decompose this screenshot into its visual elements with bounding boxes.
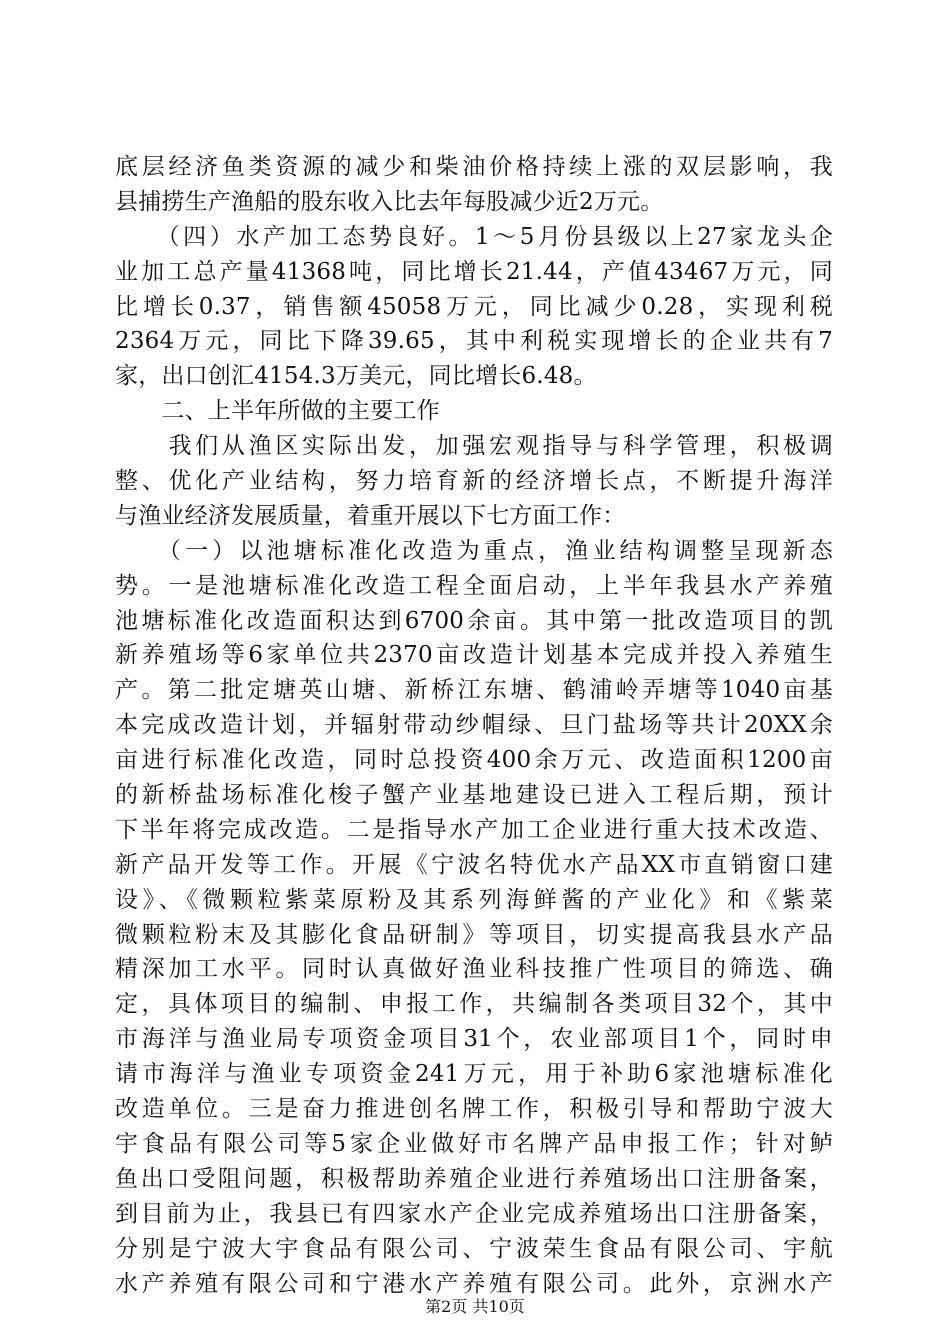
text-line: 底层经济鱼类资源的减少和柴油价格持续上涨的双层影响，我 [115, 154, 833, 180]
text-line: 宇食品有限公司等5家企业做好市名牌产品申报工作；针对鲈 [115, 1130, 833, 1157]
text-line: 下半年将完成改造。二是指导水产加工企业进行重大技术改造、 [115, 816, 833, 843]
text-line: 县捕捞生产渔船的股东收入比去年每股减少近2万元。 [115, 188, 664, 215]
text-line: （四）水产加工态势良好。1～5月份县级以上27家龙头企 [115, 223, 833, 250]
text-line: 本完成改造计划，并辐射带动纱帽绿、旦门盐场等共计20XX余 [115, 712, 833, 739]
text-line: 到目前为止，我县已有四家水产企业完成养殖场出口注册备案， [115, 1200, 833, 1227]
text-line: 分别是宁波大宇食品有限公司、宁波荣生食品有限公司、宇航 [115, 1235, 833, 1262]
text-line: 池塘标准化改造面积达到6700余亩。其中第一批改造项目的凯 [115, 607, 833, 634]
text-line: 鱼出口受阻问题，积极帮助养殖企业进行养殖场出口注册备案， [115, 1165, 833, 1192]
text-line: 亩进行标准化改造，同时总投资400余万元、改造面积1200亩 [115, 747, 833, 774]
text-line: 比增长0.37，销售额45058万元，同比减少0.28，实现利税 [115, 293, 833, 320]
text-line: 业加工总产量41368吨，同比增长21.44，产值43467万元，同 [115, 258, 833, 285]
text-line: 微颗粒粉末及其膨化食品研制》等项目，切实提高我县水产品 [115, 921, 833, 948]
text-line: 精深加工水平。同时认真做好渔业科技推广性项目的筛选、确 [115, 956, 833, 983]
text-line: 与渔业经济发展质量，着重开展以下七方面工作： [115, 502, 626, 529]
text-line: 改造单位。三是奋力推进创名牌工作，积极引导和帮助宁波大 [115, 1096, 833, 1123]
text-line: 2364万元，同比下降39.65，其中利税实现增长的企业共有7 [115, 328, 833, 355]
document-body [115, 150, 833, 1301]
text-line: 新养殖场等6家单位共2370亩改造计划基本完成并投入养殖生 [115, 642, 833, 669]
page-number: 第2页 共10页 [425, 1297, 525, 1316]
text-line: 的新桥盐场标准化梭子蟹产业基地建设已进入工程后期，预计 [115, 782, 833, 809]
text-line: 设》、《微颗粒紫菜原粉及其系列海鲜酱的产业化》和《紫菜 [115, 886, 833, 913]
text-line: 产。第二批定塘英山塘、新桥江东塘、鹤浦岭弄塘等1040亩基 [115, 677, 833, 704]
text-line: 新产品开发等工作。开展《宁波名特优水产品XX市直销窗口建 [115, 851, 833, 878]
text-line: 市海洋与渔业局专项资金项目31个，农业部项目1个，同时申 [115, 1026, 833, 1053]
text-line: 我们从渔区实际出发，加强宏观指导与科学管理，积极调 [115, 433, 833, 460]
section-heading: 二、上半年所做的主要工作 [115, 398, 440, 425]
text-line: 势。一是池塘标准化改造工程全面启动，上半年我县水产养殖 [115, 572, 833, 599]
text-line: 请市海洋与渔业专项资金241万元，用于补助6家池塘标准化 [115, 1061, 833, 1088]
text-line: 定，具体项目的编制、申报工作，共编制各类项目32个，其中 [115, 991, 833, 1018]
text-line: 水产养殖有限公司和宁港水产养殖有限公司。此外，京洲水产 [115, 1270, 833, 1297]
text-line: 整、优化产业结构，努力培育新的经济增长点，不断提升海洋 [115, 468, 833, 495]
text-line: （一）以池塘标准化改造为重点，渔业结构调整呈现新态 [115, 537, 833, 564]
text-line: 家，出口创汇4154.3万美元，同比增长6.48。 [115, 363, 597, 390]
